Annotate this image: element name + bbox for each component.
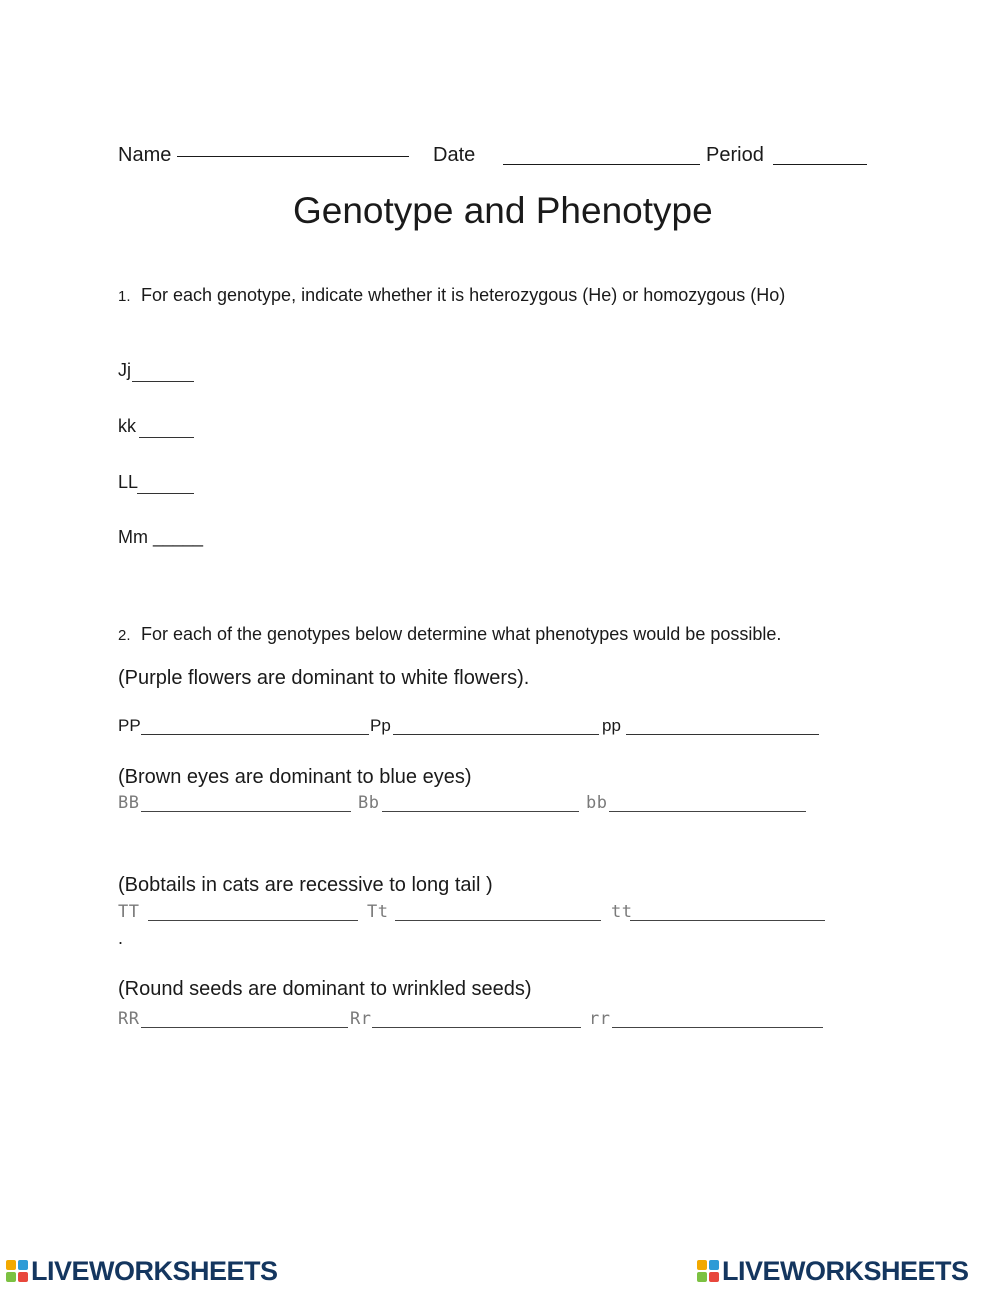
liveworksheets-logo-left <box>6 1254 278 1288</box>
date-blank[interactable] <box>503 164 700 165</box>
genotype-pp-dominant: PP <box>118 716 141 735</box>
name-label: Name <box>118 144 172 166</box>
q1-genotype-jj-label: Jj <box>118 360 131 380</box>
answer-bb-hetero[interactable] <box>382 811 579 812</box>
liveworksheets-mark-icon <box>6 1260 28 1282</box>
stray-period: . <box>118 928 124 948</box>
question-2 <box>118 624 781 645</box>
answer-rr-hetero[interactable] <box>372 1027 581 1028</box>
genotype-bb-recessive: bb <box>586 793 608 813</box>
genotype-tt-recessive: tt <box>611 902 633 922</box>
answer-bb-dominant[interactable] <box>141 811 351 812</box>
genotype-rr-hetero: Rr <box>350 1009 372 1029</box>
genotype-tt-dominant: TT <box>118 902 140 922</box>
answer-bb-recessive[interactable] <box>609 811 806 812</box>
trait-round-seeds: (Round seeds are dominant to wrinkled seeds) <box>118 978 532 1000</box>
liveworksheets-wordmark: LIVEWORKSHEETS <box>31 1255 278 1286</box>
q1-genotype-kk-label: kk <box>118 416 136 436</box>
answer-tt-recessive[interactable] <box>630 920 825 921</box>
genotype-bb-dominant: BB <box>118 793 140 813</box>
liveworksheets-logo-right <box>697 1254 969 1288</box>
answer-tt-hetero[interactable] <box>395 920 601 921</box>
liveworksheets-mark-icon <box>697 1260 719 1282</box>
genotype-bb-hetero: Bb <box>358 793 380 813</box>
period-label: Period <box>706 144 764 166</box>
answer-pp-hetero[interactable] <box>393 734 599 735</box>
q1-answer-ll[interactable] <box>137 493 194 494</box>
genotype-rr-recessive: rr <box>589 1009 611 1029</box>
liveworksheets-wordmark: LIVEWORKSHEETS <box>722 1255 969 1286</box>
trait-purple-flowers: (Purple flowers are dominant to white flowers). <box>118 667 530 689</box>
question-1-prompt: For each genotype, indicate whether it is heterozygous (He) or homozygous (Ho) <box>140 285 786 305</box>
answer-rr-dominant[interactable] <box>141 1027 348 1028</box>
trait-brown-eyes: (Brown eyes are dominant to blue eyes) <box>118 766 472 788</box>
genotype-rr-dominant: RR <box>118 1009 140 1029</box>
q1-genotype-mm-label[interactable]: Mm _____ <box>118 527 204 547</box>
page-title: Genotype and Phenotype <box>293 190 713 231</box>
trait-bobtails: (Bobtails in cats are recessive to long tail ) <box>118 874 493 896</box>
answer-pp-dominant[interactable] <box>141 734 369 735</box>
question-2-number: 2. <box>118 627 131 644</box>
question-1 <box>118 285 785 306</box>
answer-pp-recessive[interactable] <box>626 734 819 735</box>
period-blank[interactable] <box>773 164 867 165</box>
question-1-number: 1. <box>118 288 131 305</box>
date-label: Date <box>433 144 476 166</box>
question-2-prompt: For each of the genotypes below determine what phenotypes would be possible. <box>140 624 782 644</box>
name-blank[interactable] <box>177 156 409 157</box>
answer-tt-dominant[interactable] <box>148 920 358 921</box>
answer-rr-recessive[interactable] <box>612 1027 823 1028</box>
q1-answer-jj[interactable] <box>132 381 194 382</box>
genotype-pp-recessive: pp <box>602 716 621 735</box>
genotype-tt-hetero: Tt <box>367 902 389 922</box>
q1-answer-kk[interactable] <box>139 437 194 438</box>
genotype-pp-hetero: Pp <box>370 716 391 735</box>
q1-genotype-ll-label: LL <box>118 472 139 492</box>
